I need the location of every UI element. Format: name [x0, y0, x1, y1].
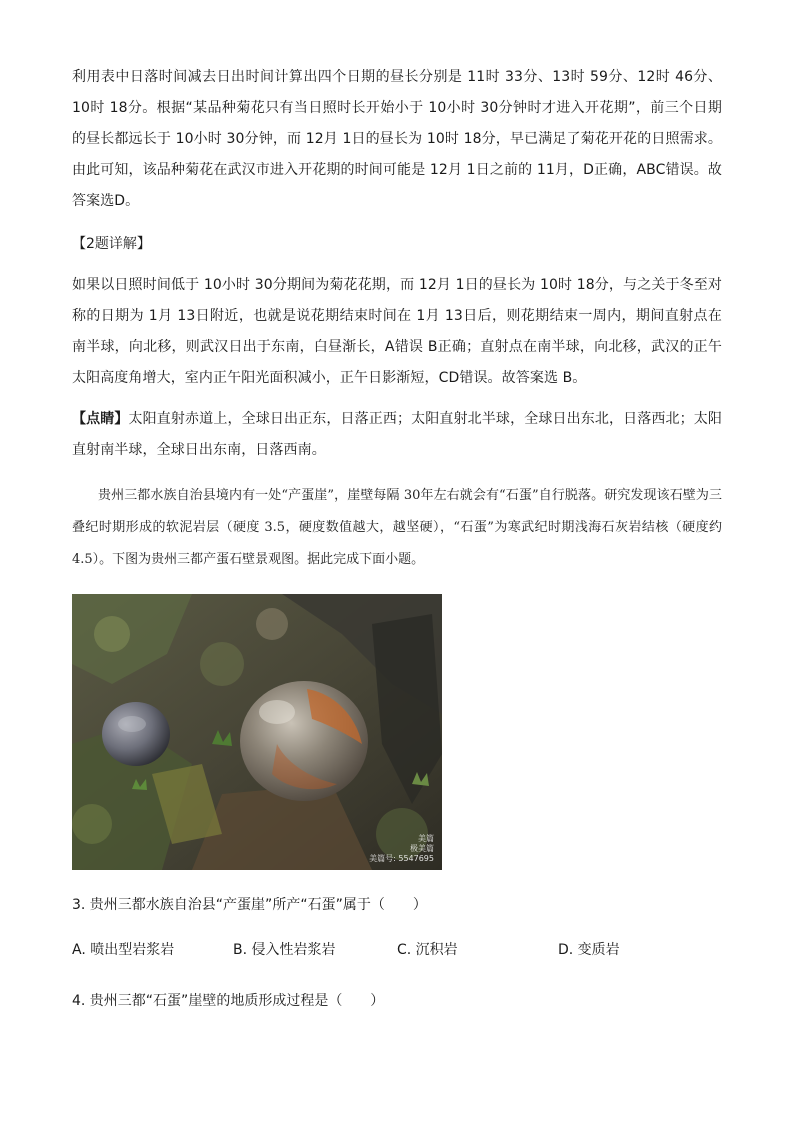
question-4-stem: 4. 贵州三都“石蛋”崖壁的地质形成过程是（ ） [72, 993, 385, 1009]
tip-text: 太阳直射赤道上，全球日出正东，日落正西；太阳直射北半球，全球日出东北，日落西北；太阳直射南半球，全球日出东南，日落西南。 [72, 411, 722, 458]
cliff-illustration [72, 594, 442, 870]
option-d[interactable]: D. 变质岩 [558, 942, 620, 958]
rock-egg-cliff-photo [72, 594, 442, 870]
explanation-q2: 如果以日照时间低于 10小时 30分期间为菊花花期，而 12月 1日的昼长为 10时 18分，与之关于冬至对称的日期为 1月 13日附近，也就是说花期结束时间在 1月 13日后，则花期结束一周内，期间直射点在南半球，向北移，则武汉日出于东南，白昼渐长，A错误 B正确；直射点在南半球，向北移，武汉的正午太阳高度角增大，室内正午阳光面积减小，正午日影渐短，CD错误。故答案选 B。 [72, 277, 722, 386]
option-c[interactable]: C. 沉积岩 [397, 942, 458, 958]
section-heading-q2: 【2题详解】 [72, 236, 151, 252]
option-a[interactable]: A. 喷出型岩浆岩 [72, 942, 175, 958]
watermark-line2: 极美篇 [410, 844, 434, 853]
tip-label: 【点睛】 [72, 411, 129, 427]
watermark-line3: 美篇号: 5547695 [369, 854, 434, 863]
material-paragraph: 贵州三都水族自治县境内有一处“产蛋崖”，崖壁每隔 30年左右就会有“石蛋”自行脱落。研究发现该石壁为三叠纪时期形成的软泥岩层（硬度 3.5，硬度数值越大，越坚硬），“石蛋”为寒武纪时期浅海石灰岩结核（硬度约 4.5）。下图为贵州三都产蛋石壁景观图。据此完成下面小题。 [72, 488, 722, 567]
photo-watermark [369, 834, 434, 864]
question-3-stem: 3. 贵州三都水族自治县“产蛋崖”所产“石蛋”属于（ ） [72, 897, 427, 913]
question-3-options [72, 935, 722, 966]
document-page [72, 62, 722, 1017]
explanation-q1: 利用表中日落时间减去日出时间计算出四个日期的昼长分别是 11时 33分、13时 59分、12时 46分、10时 18分。根据“某品种菊花只有当日照时长开始小于 10小时 30分钟时才进入开花期”，前三个日期的昼长都远长于 10小时 30分钟，而 12月 1日的昼长为 10时 18分，早已满足了菊花开花的日照需求。由此可知，该品种菊花在武汉市进入开花期的时间可能是 12月 1日之前的 11月，D正确，ABC错误。故答案选D。 [72, 69, 722, 209]
option-b[interactable]: B. 侵入性岩浆岩 [233, 942, 336, 958]
watermark-line1: 美篇 [418, 834, 434, 843]
tip-paragraph [72, 404, 722, 466]
